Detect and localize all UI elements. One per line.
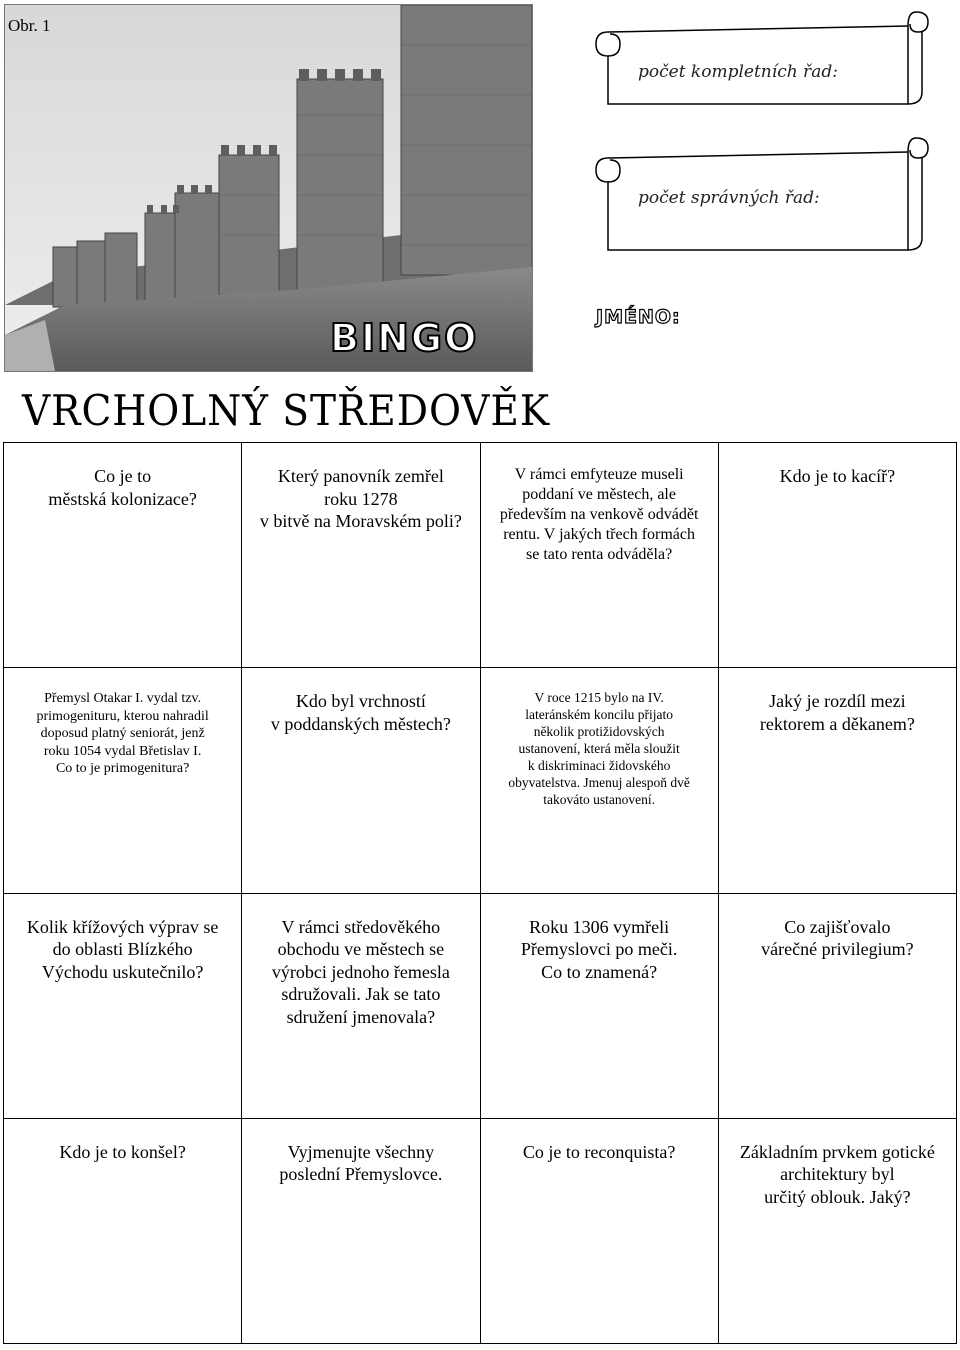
scroll-icon — [594, 6, 930, 116]
bingo-cell[interactable] — [4, 443, 242, 668]
question-text: V rámci středověkého obchodu ve městech se výrobci jednoho řemesla sdružovali. Jak se tato sdružení jmenovala? — [271, 916, 450, 1027]
bingo-cell[interactable] — [481, 668, 719, 893]
bingo-cell[interactable] — [242, 1119, 480, 1344]
question-text: Základním prvkem gotické architektury byl určitý oblouk. Jaký? — [739, 1141, 935, 1207]
question-text: Co je to městská kolonizace? — [48, 466, 197, 509]
bingo-banner: BINGO — [330, 316, 479, 360]
question-text: Co je to reconquista? — [522, 1141, 676, 1162]
bingo-cell[interactable] — [4, 1119, 242, 1344]
page-title: VRCHOLNÝ STŘEDOVĚK — [22, 386, 550, 435]
question-text: V rámci emfyteuze museli poddaní ve městech, ale především na venkově odvádět rentu. V jakých třech formách se tato renta odváděla? — [499, 466, 699, 563]
question-text: Kdo je to kacíř? — [779, 466, 896, 486]
scroll-correct-rows — [594, 132, 930, 260]
bingo-grid — [3, 442, 957, 1344]
correct-rows-label: počet správných řad: — [638, 188, 820, 208]
bingo-cell[interactable] — [242, 443, 480, 668]
question-text: Roku 1306 vymřeli Přemyslovci po meči. Co to znamená? — [520, 916, 678, 982]
question-text: Vyjmenujte všechny poslední Přemyslovce. — [279, 1141, 443, 1185]
figure-label: Obr. 1 — [8, 16, 51, 35]
bingo-cell[interactable] — [4, 894, 242, 1119]
bingo-cell[interactable] — [4, 668, 242, 893]
question-text: V roce 1215 bylo na IV. lateránském koncilu přijato několik protižidovských ustanovení, která měla sloužit k diskriminaci židovského obyvatelstva. Jmenuj alespoň dvě takováto ustanovení. — [508, 690, 690, 807]
question-text: Přemysl Otakar I. vydal tzv. primogenituru, kterou nahradil doposud platný seniorát, jenž roku 1054 vydal Břetislav I. Co to je primogenitura? — [36, 691, 209, 777]
bingo-cell[interactable] — [719, 1119, 957, 1344]
bingo-cell[interactable] — [481, 1119, 719, 1344]
bingo-cell[interactable] — [481, 443, 719, 668]
bingo-cell[interactable] — [719, 668, 957, 893]
bingo-cell[interactable] — [481, 894, 719, 1119]
name-label: JMÉNO: — [596, 306, 681, 328]
bingo-cell[interactable] — [719, 443, 957, 668]
bingo-cell[interactable] — [242, 894, 480, 1119]
question-text: Kolik křížových výprav se do oblasti Blízkého Východu uskutečnilo? — [26, 916, 219, 982]
scroll-complete-rows — [594, 6, 930, 116]
question-text: Kdo je to konšel? — [59, 1141, 186, 1162]
question-text: Kdo byl vrchností v poddanských městech? — [270, 691, 451, 734]
question-text: Který panovník zemřel roku 1278 v bitvě na Moravském poli? — [259, 466, 462, 531]
complete-rows-label: počet kompletních řad: — [638, 62, 838, 82]
question-text: Co zajišťovalo várečné privilegium? — [761, 916, 914, 959]
bingo-cell[interactable] — [719, 894, 957, 1119]
bingo-cell[interactable] — [242, 668, 480, 893]
question-text: Jaký je rozdíl mezi rektorem a děkanem? — [759, 691, 915, 734]
